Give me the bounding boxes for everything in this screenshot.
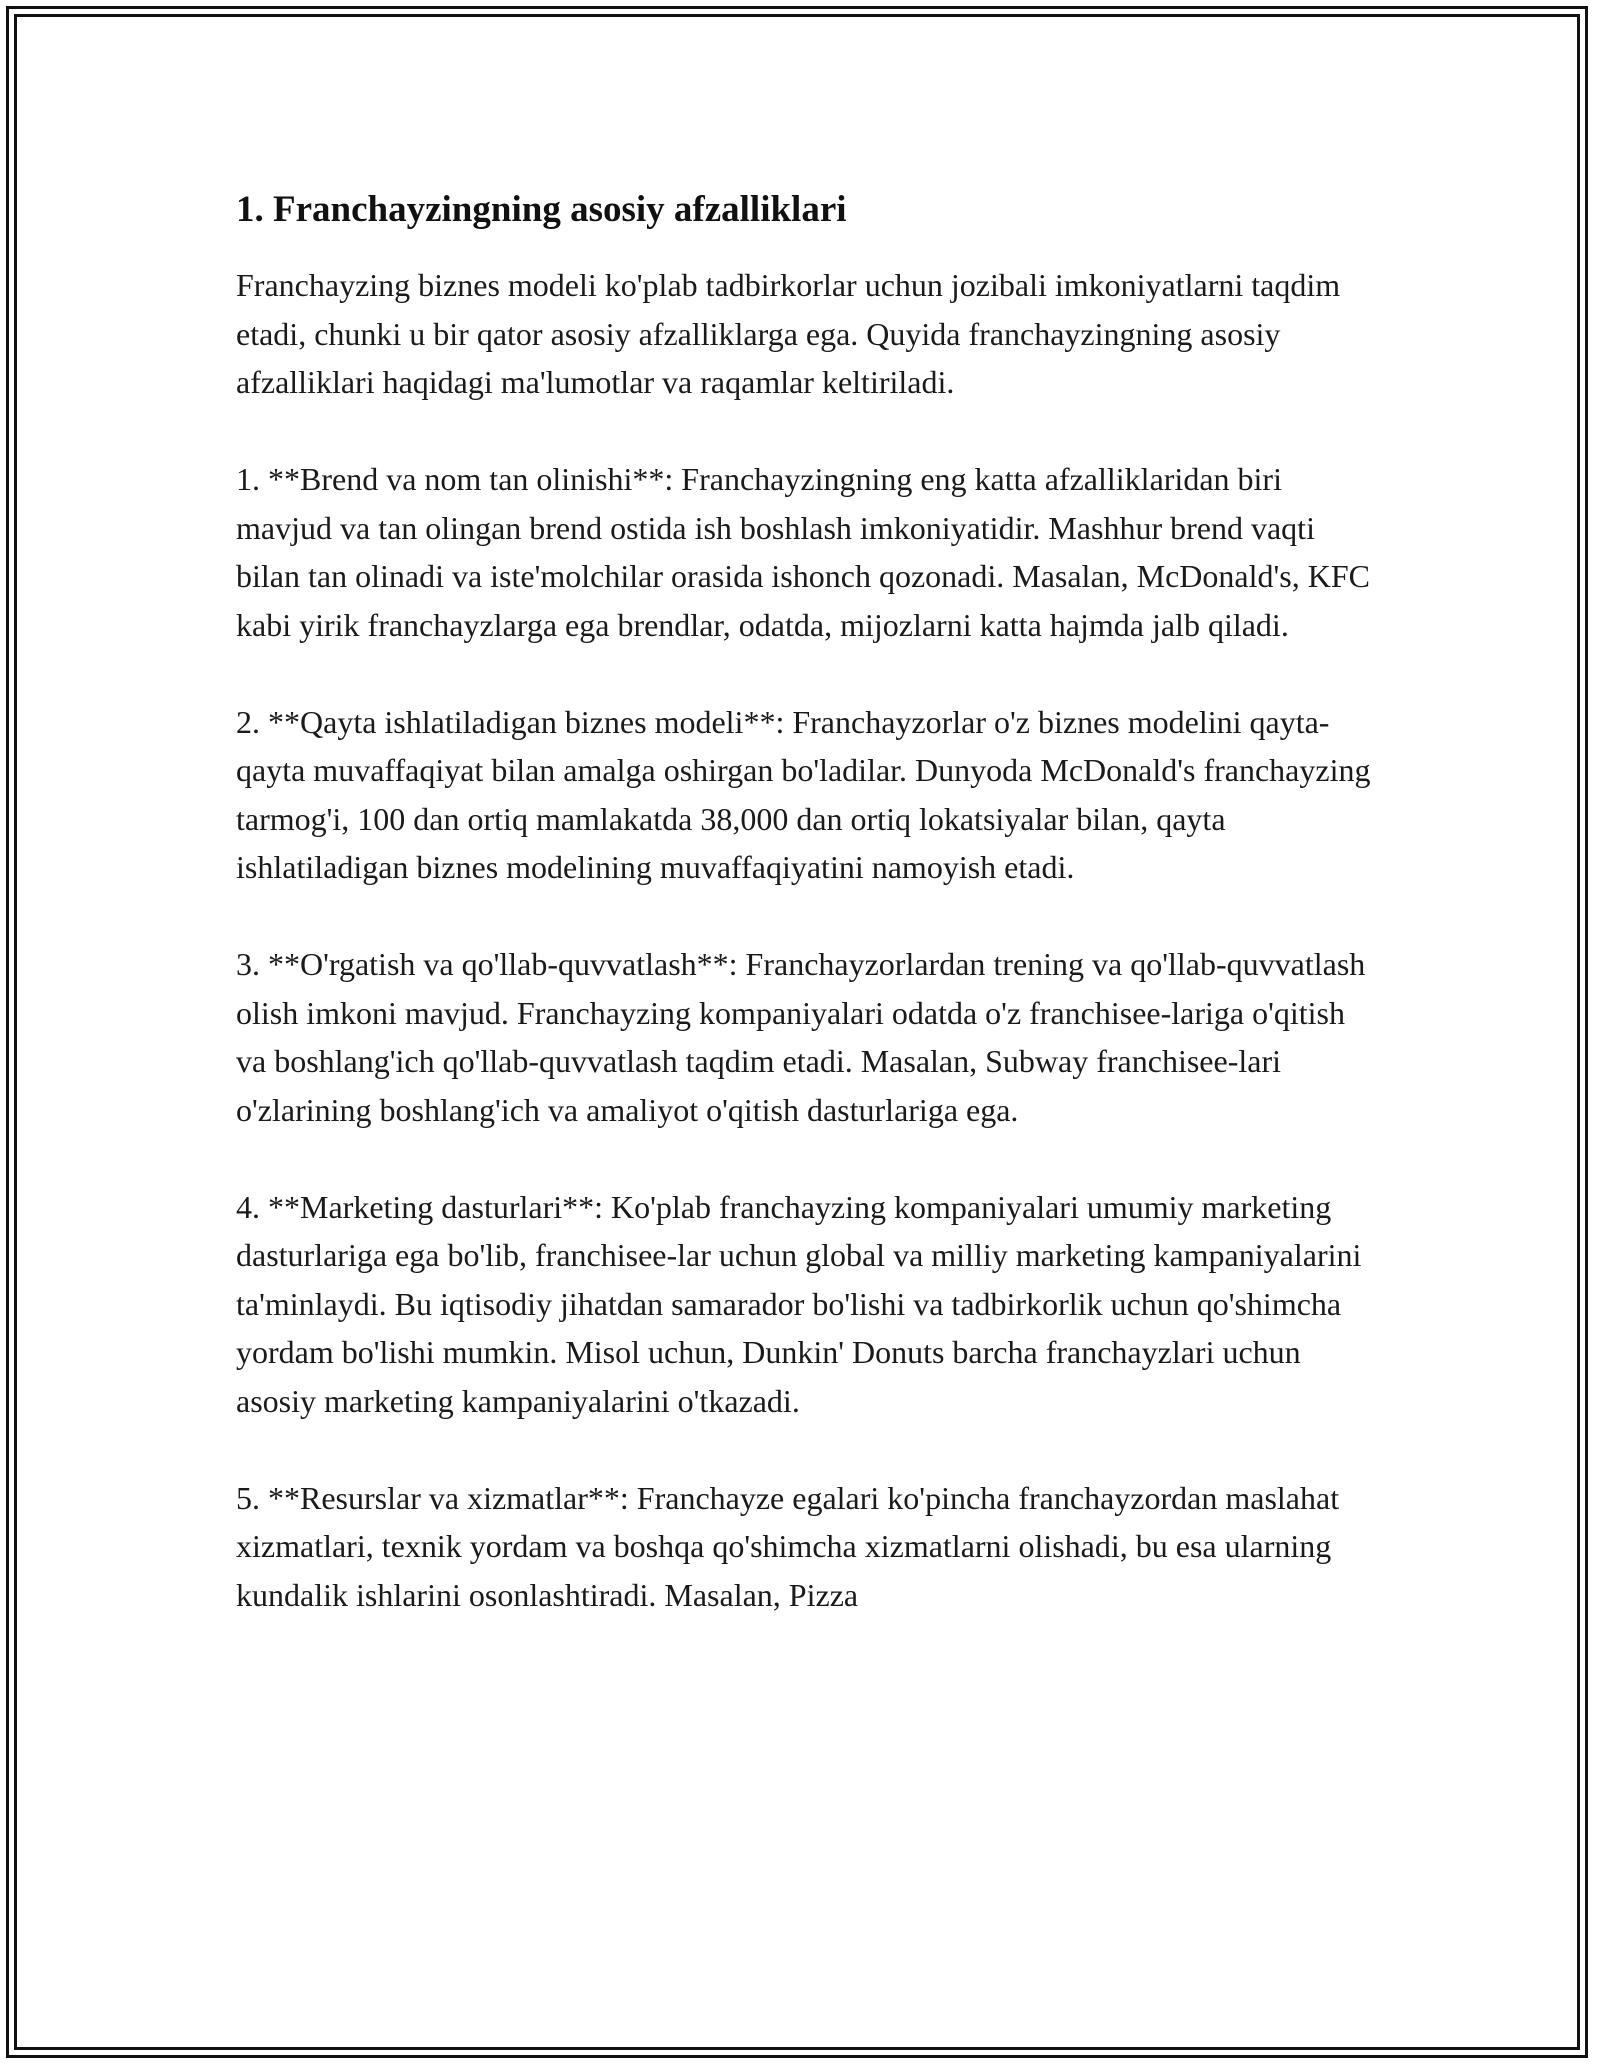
document-body (236, 186, 1376, 1668)
paragraph-business-model: 2. **Qayta ishlatiladigan biznes modeli**: Franchayzorlar o'z biznes modelini qayta-qayta muvaffaqiyat bilan amalga oshirgan bo'ladilar. Dunyoda McDonald's franchayzing tarmog'i, 100 dan ortiq mamlakatda 38,000 dan ortiq lokatsiyalar bilan, qayta ishlatiladigan biznes modelining muvaffaqiyatini namoyish etadi. (236, 703, 1371, 885)
paragraph-marketing: 4. **Marketing dasturlari**: Ko'plab franchayzing kompaniyalari umumiy marketing dasturlariga ega bo'lib, franchisee-lar uchun global va milliy marketing kampaniyalarini ta'minlaydi. Bu iqtisodiy jihatdan samarador bo'lishi va tadbirkorlik uchun qo'shimcha yordam bo'lishi mumkin. Misol uchun, Dunkin' Donuts barcha franchayzlari uchun asosiy marketing kampaniyalarini o'tkazadi. (236, 1188, 1362, 1419)
intro-paragraph: Franchayzing biznes modeli ko'plab tadbirkorlar uchun jozibali imkoniyatlarni taqdim etadi, chunki u bir qator asosiy afzalliklarga ega. Quyida franchayzingning asosiy afzalliklari haqidagi ma'lumotlar va raqamlar keltiriladi. (236, 267, 1341, 400)
section-heading: 1. Franchayzingning asosiy afzalliklari (236, 189, 847, 230)
paragraph-resources: 5. **Resurslar va xizmatlar**: Franchayze egalari ko'pincha franchayzordan maslahat xizmatlari, texnik yordam va boshqa qo'shimcha xizmatlarni olishadi, bu esa ularning kundalik ishlarini osonlashtiradi. Masalan, Pizza (236, 1479, 1340, 1613)
paragraph-training-support: 3. **O'rgatish va qo'llab-quvvatlash**: Franchayzorlardan trening va qo'llab-quvvatlash olish imkoni mavjud. Franchayzing kompaniyalari odatda o'z franchisee-lariga o'qitish va boshlang'ich qo'llab-quvvatlash taqdim etadi. Masalan, Subway franchisee-lari o'zlarining boshlang'ich va amaliyot o'qitish dasturlariga ega. (236, 946, 1366, 1128)
paragraph-brand-recognition: 1. **Brend va nom tan olinishi**: Franchayzingning eng katta afzalliklaridan biri mavjud va tan olingan brend ostida ish boshlash imkoniyatidir. Mashhur brend vaqti bilan tan olinadi va iste'molchilar orasida ishonch qozonadi. Masalan, McDonald's, KFC kabi yirik franchayzlarga ega brendlar, odatda, mijozlarni katta hajmda jalb qiladi. (236, 461, 1370, 643)
